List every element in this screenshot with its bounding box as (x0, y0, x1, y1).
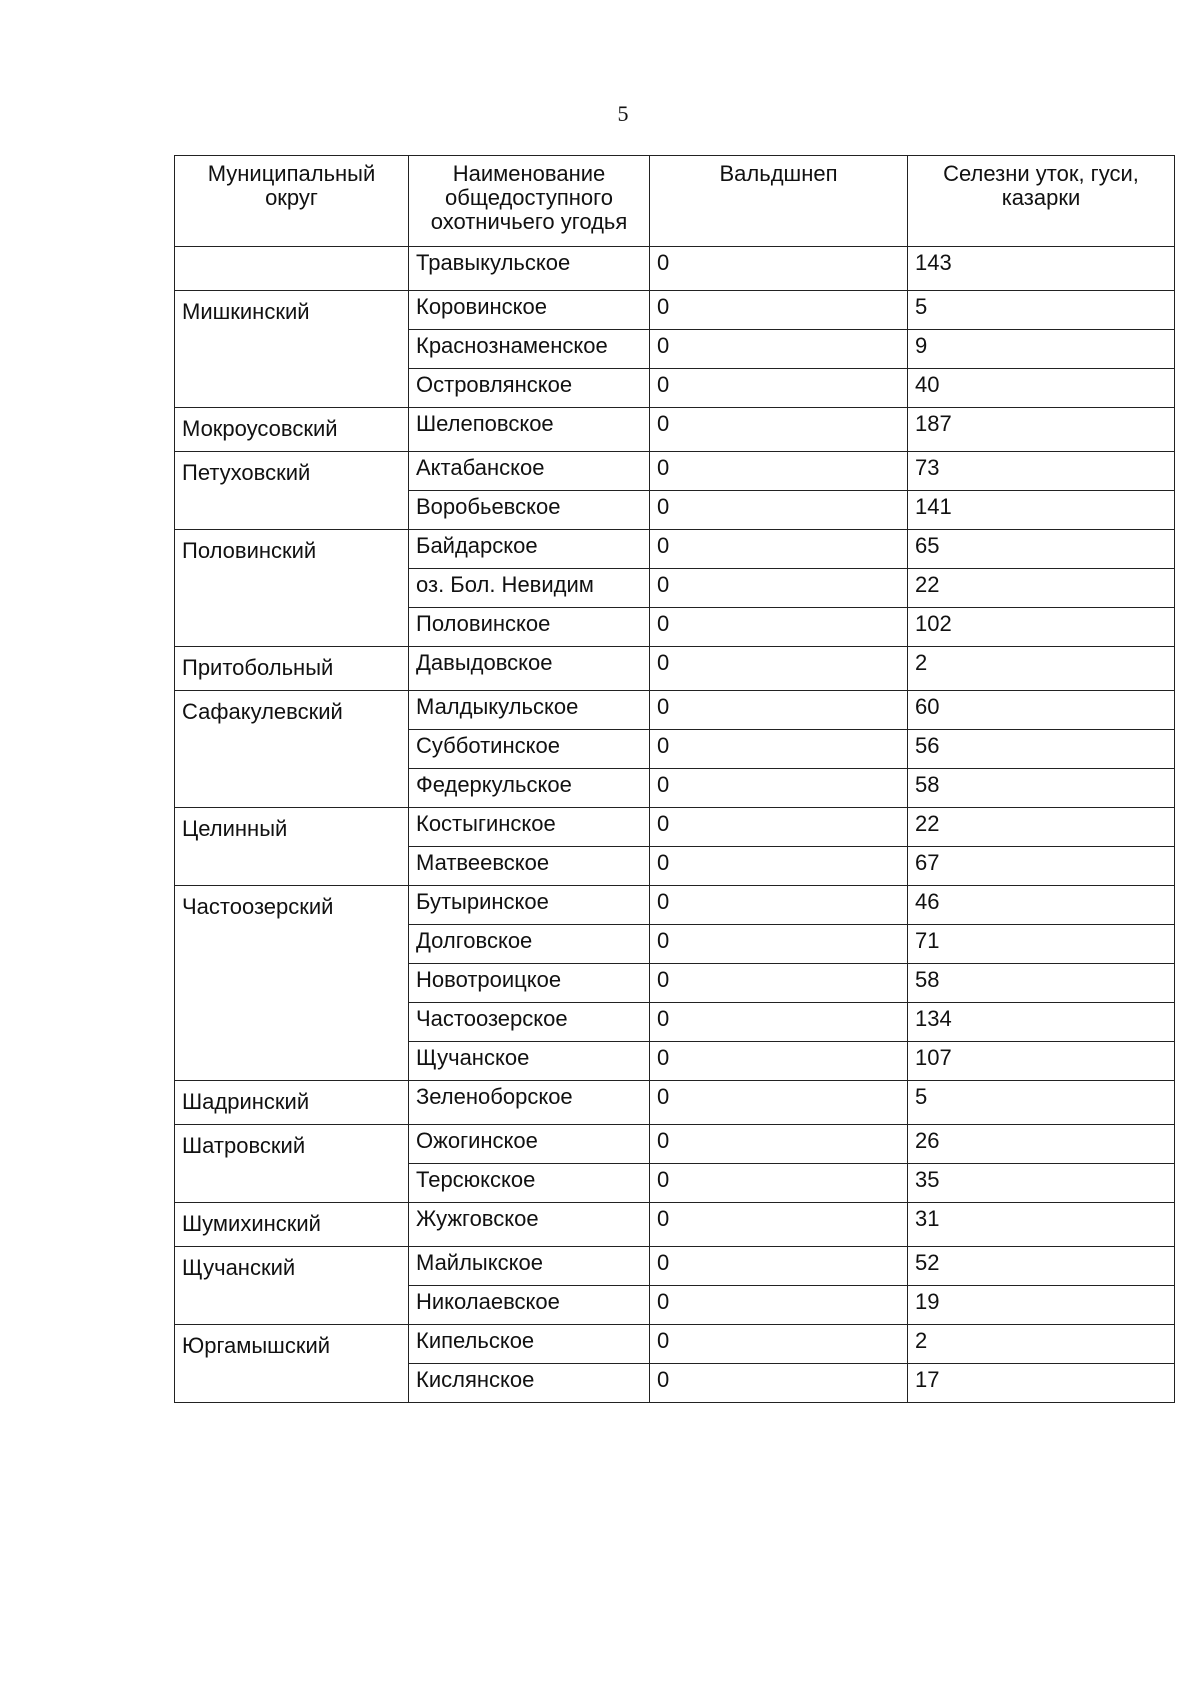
hunting-ground-cell: Николаевское (409, 1286, 650, 1325)
district-cell: Половинский (175, 530, 409, 647)
hunting-ground-cell: Байдарское (409, 530, 650, 569)
hunting-ground-cell: Давыдовское (409, 647, 650, 691)
woodcock-cell: 0 (650, 491, 908, 530)
hunting-ground-cell: Кипельское (409, 1325, 650, 1364)
table-header-row (175, 156, 1175, 247)
table-row (175, 408, 1175, 452)
header-ducks-geese: Селезни уток, гуси, казарки (908, 156, 1175, 247)
ducks-geese-cell: 2 (908, 1325, 1175, 1364)
ducks-geese-cell: 2 (908, 647, 1175, 691)
hunting-ground-cell: Половинское (409, 608, 650, 647)
ducks-geese-cell: 35 (908, 1164, 1175, 1203)
hunting-ground-cell: Бутыринское (409, 886, 650, 925)
ducks-geese-cell: 73 (908, 452, 1175, 491)
hunting-ground-cell: Малдыкульское (409, 691, 650, 730)
woodcock-cell: 0 (650, 530, 908, 569)
table-row (175, 647, 1175, 691)
ducks-geese-cell: 60 (908, 691, 1175, 730)
ducks-geese-cell: 5 (908, 291, 1175, 330)
woodcock-cell: 0 (650, 808, 908, 847)
ducks-geese-cell: 65 (908, 530, 1175, 569)
hunting-ground-cell: оз. Бол. Невидим (409, 569, 650, 608)
hunting-ground-cell: Ожогинское (409, 1125, 650, 1164)
district-cell: Щучанский (175, 1247, 409, 1325)
district-cell (175, 247, 409, 291)
woodcock-cell: 0 (650, 1003, 908, 1042)
woodcock-cell: 0 (650, 330, 908, 369)
woodcock-cell: 0 (650, 1286, 908, 1325)
district-cell: Шадринский (175, 1081, 409, 1125)
hunting-ground-cell: Шелеповское (409, 408, 650, 452)
woodcock-cell: 0 (650, 1125, 908, 1164)
table-row (175, 886, 1175, 925)
district-cell: Мокроусовский (175, 408, 409, 452)
ducks-geese-cell: 141 (908, 491, 1175, 530)
woodcock-cell: 0 (650, 247, 908, 291)
ducks-geese-cell: 17 (908, 1364, 1175, 1403)
ducks-geese-cell: 58 (908, 769, 1175, 808)
ducks-geese-cell: 56 (908, 730, 1175, 769)
district-cell: Мишкинский (175, 291, 409, 408)
ducks-geese-cell: 26 (908, 1125, 1175, 1164)
table-row (175, 1125, 1175, 1164)
hunting-ground-cell: Матвеевское (409, 847, 650, 886)
ducks-geese-cell: 5 (908, 1081, 1175, 1125)
ducks-geese-cell: 143 (908, 247, 1175, 291)
header-district: Муниципальный округ (175, 156, 409, 247)
table-row (175, 1247, 1175, 1286)
hunting-ground-cell: Федеркульское (409, 769, 650, 808)
district-cell: Юргамышский (175, 1325, 409, 1403)
hunting-ground-cell: Субботинское (409, 730, 650, 769)
ducks-geese-cell: 52 (908, 1247, 1175, 1286)
hunting-ground-cell: Кислянское (409, 1364, 650, 1403)
woodcock-cell: 0 (650, 408, 908, 452)
woodcock-cell: 0 (650, 847, 908, 886)
hunting-ground-cell: Щучанское (409, 1042, 650, 1081)
ducks-geese-cell: 102 (908, 608, 1175, 647)
hunting-ground-cell: Зеленоборское (409, 1081, 650, 1125)
ducks-geese-cell: 22 (908, 808, 1175, 847)
woodcock-cell: 0 (650, 730, 908, 769)
woodcock-cell: 0 (650, 769, 908, 808)
hunting-ground-cell: Краснознаменское (409, 330, 650, 369)
hunting-ground-cell: Жужговское (409, 1203, 650, 1247)
ducks-geese-cell: 71 (908, 925, 1175, 964)
woodcock-cell: 0 (650, 291, 908, 330)
woodcock-cell: 0 (650, 886, 908, 925)
woodcock-cell: 0 (650, 925, 908, 964)
district-cell: Шатровский (175, 1125, 409, 1203)
woodcock-cell: 0 (650, 1325, 908, 1364)
ducks-geese-cell: 46 (908, 886, 1175, 925)
woodcock-cell: 0 (650, 1081, 908, 1125)
ducks-geese-cell: 187 (908, 408, 1175, 452)
hunting-quota-table (174, 155, 1175, 1403)
ducks-geese-cell: 58 (908, 964, 1175, 1003)
hunting-ground-cell: Актабанское (409, 452, 650, 491)
header-woodcock: Вальдшнеп (650, 156, 908, 247)
district-cell: Шумихинский (175, 1203, 409, 1247)
woodcock-cell: 0 (650, 608, 908, 647)
table-row (175, 1081, 1175, 1125)
hunting-ground-cell: Частоозерское (409, 1003, 650, 1042)
hunting-ground-cell: Терсюкское (409, 1164, 650, 1203)
ducks-geese-cell: 9 (908, 330, 1175, 369)
hunting-ground-cell: Травыкульское (409, 247, 650, 291)
woodcock-cell: 0 (650, 1042, 908, 1081)
table-row (175, 530, 1175, 569)
ducks-geese-cell: 31 (908, 1203, 1175, 1247)
district-cell: Частоозерский (175, 886, 409, 1081)
page-number: 5 (617, 101, 629, 126)
table-row (175, 1325, 1175, 1364)
table-row (175, 452, 1175, 491)
district-cell: Целинный (175, 808, 409, 886)
hunting-ground-cell: Островлянское (409, 369, 650, 408)
hunting-ground-cell: Воробьевское (409, 491, 650, 530)
table-row (175, 691, 1175, 730)
woodcock-cell: 0 (650, 1247, 908, 1286)
ducks-geese-cell: 134 (908, 1003, 1175, 1042)
district-cell: Притобольный (175, 647, 409, 691)
table-row (175, 291, 1175, 330)
ducks-geese-cell: 22 (908, 569, 1175, 608)
table-row (175, 808, 1175, 847)
hunting-ground-cell: Майлыкское (409, 1247, 650, 1286)
woodcock-cell: 0 (650, 569, 908, 608)
ducks-geese-cell: 67 (908, 847, 1175, 886)
district-cell: Сафакулевский (175, 691, 409, 808)
ducks-geese-cell: 19 (908, 1286, 1175, 1325)
hunting-ground-cell: Новотроицкое (409, 964, 650, 1003)
hunting-ground-cell: Коровинское (409, 291, 650, 330)
woodcock-cell: 0 (650, 1164, 908, 1203)
woodcock-cell: 0 (650, 647, 908, 691)
woodcock-cell: 0 (650, 369, 908, 408)
district-cell: Петуховский (175, 452, 409, 530)
hunting-ground-cell: Костыгинское (409, 808, 650, 847)
woodcock-cell: 0 (650, 691, 908, 730)
hunting-ground-cell: Долговское (409, 925, 650, 964)
woodcock-cell: 0 (650, 1364, 908, 1403)
woodcock-cell: 0 (650, 964, 908, 1003)
header-hunting-ground: Наименование общедоступного охотничьего угодья (409, 156, 650, 247)
ducks-geese-cell: 40 (908, 369, 1175, 408)
table-row (175, 1203, 1175, 1247)
woodcock-cell: 0 (650, 452, 908, 491)
ducks-geese-cell: 107 (908, 1042, 1175, 1081)
table-body (175, 247, 1175, 1403)
table-row (175, 247, 1175, 291)
woodcock-cell: 0 (650, 1203, 908, 1247)
